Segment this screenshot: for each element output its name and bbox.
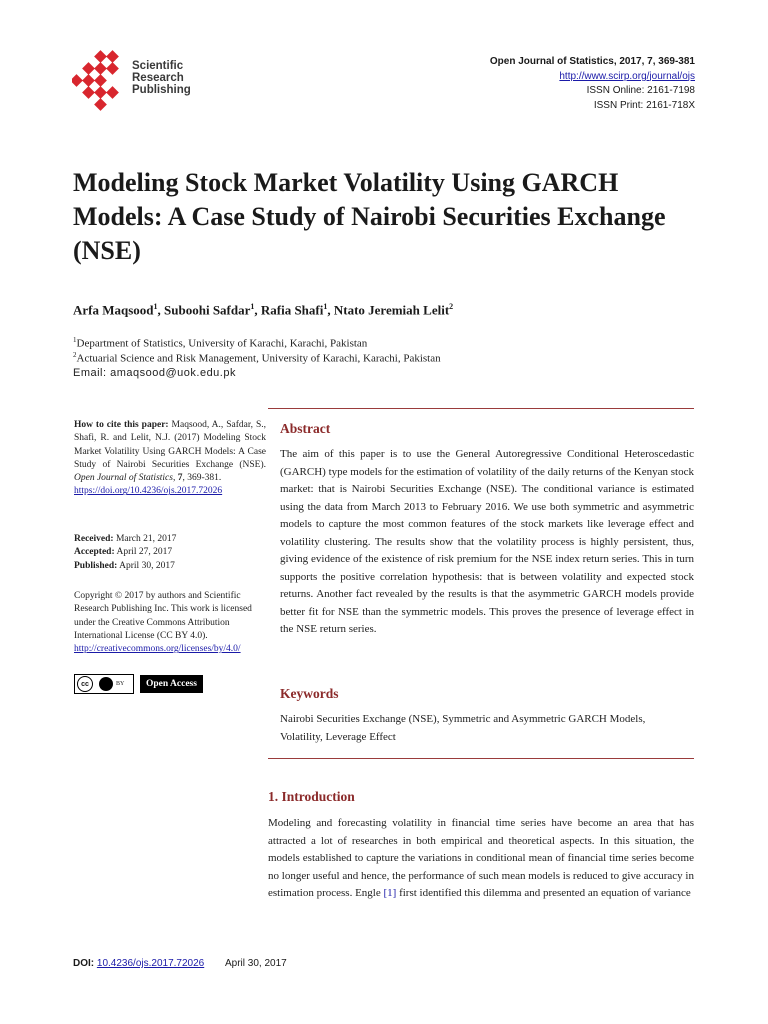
introduction-text <box>268 815 694 903</box>
paper-title: Modeling Stock Market Volatility Using GARCH Models: A Case Study of Nairobi Securities Exchange (NSE) <box>73 168 666 265</box>
publication-dates <box>74 533 266 573</box>
accepted-date: April 27, 2017 <box>114 547 173 558</box>
author-affil-mark: 1 <box>323 302 328 311</box>
cite-text: , 369-381. <box>182 473 222 484</box>
journal-url-link[interactable]: http://www.scirp.org/journal/ojs <box>559 70 695 82</box>
logo-line: Research <box>132 72 184 84</box>
introduction-heading: 1. Introduction <box>268 789 355 804</box>
author-name: Arfa Maqsood <box>73 302 154 318</box>
doi-label: DOI: <box>73 958 95 969</box>
journal-citation: Open Journal of Statistics, 2017, 7, 369-381 <box>489 56 695 67</box>
author-name: Ntato Jeremiah Lelit <box>333 302 450 318</box>
affiliation-text: Department of Statistics, University of Karachi, Karachi, Pakistan <box>76 337 368 350</box>
cite-text: Maqsood, A., Safdar, S., Shafi, R. and Lelit, N.J. (2017) Modeling Stock Market Volatility Using GARCH Models: A Case Study of Nairobi Securities Exchange (NSE). <box>74 420 266 470</box>
by-person-icon <box>99 677 113 691</box>
accepted-label: Accepted: <box>74 547 115 558</box>
reference-link[interactable]: [1] <box>383 887 397 899</box>
author-separator: , <box>157 302 165 318</box>
author-list <box>73 302 453 318</box>
affiliation-text: Actuarial Science and Risk Management, University of Karachi, Karachi, Pakistan <box>76 352 441 365</box>
logo-line: Scientific <box>132 60 184 72</box>
received-date: March 21, 2017 <box>113 534 177 544</box>
section-divider <box>268 758 694 759</box>
affiliation-mark: 2 <box>73 351 77 359</box>
author-name: Rafia Shafi <box>260 302 324 318</box>
page-footer <box>73 958 287 969</box>
affiliation <box>73 348 673 367</box>
license-link[interactable]: http://creativecommons.org/licenses/by/4.0/ <box>74 644 241 655</box>
cite-doi-link[interactable]: https://doi.org/10.4236/ojs.2017.72026 <box>74 486 223 497</box>
author-separator: , <box>327 302 334 318</box>
issn-print: ISSN Print: 2161-718X <box>593 99 695 111</box>
cc-icon: cc <box>77 676 93 692</box>
author-separator: , <box>254 302 261 318</box>
cite-volume: 7 <box>177 473 183 484</box>
publisher-logo-icon <box>72 50 130 114</box>
journal-info <box>490 55 695 113</box>
footer-date: April 30, 2017 <box>225 958 287 969</box>
cc-by-badge[interactable] <box>74 674 134 694</box>
section-divider <box>268 408 694 409</box>
open-access-badge: Open Access <box>140 675 203 693</box>
published-label: Published: <box>74 560 118 571</box>
logo-line: Publishing <box>132 84 191 96</box>
affiliation-mark: 1 <box>73 336 77 344</box>
citation-box <box>74 419 266 499</box>
abstract-heading: Abstract <box>280 421 331 436</box>
published-date: April 30, 2017 <box>117 560 175 571</box>
publisher-logo <box>72 50 202 114</box>
license-box <box>74 590 266 656</box>
author-affil-mark: 2 <box>449 302 454 311</box>
author-email: Email: amaqsood@uok.edu.pk <box>73 367 236 379</box>
cite-label: How to cite this paper: <box>74 420 169 430</box>
received-label: Received: <box>74 534 114 544</box>
logo-text <box>132 60 191 96</box>
keywords-heading: Keywords <box>280 686 339 701</box>
issn-online: ISSN Online: 2161-7198 <box>586 85 695 96</box>
license-badges <box>74 674 203 694</box>
author-name: Suboohi Safdar <box>164 302 251 318</box>
cite-text: , <box>172 473 178 484</box>
intro-paragraph: first identified this dilemma and presented an equation of variance <box>396 887 691 899</box>
cite-journal: Open Journal of Statistics <box>74 473 173 484</box>
intro-paragraph: Modeling and forecasting volatility in financial time series have become an area that has attracted a lot of researches in both empirical and theoretical aspects. In this situation, the models established to capture the variations in conditional mean of financial time series become no longer useful and hence, the performance of such mean models is reduced to give accuracy in estimation process. Engle <box>268 817 694 899</box>
cc-by-label: BY <box>116 681 125 687</box>
author-affil-mark: 1 <box>153 302 158 311</box>
footer-doi-link[interactable]: 10.4236/ojs.2017.72026 <box>96 958 205 969</box>
license-text: Copyright © 2017 by authors and Scientific Research Publishing Inc. This work is licensed under the Creative Commons Attribution International License (CC BY 4.0). <box>74 591 252 641</box>
keywords-text: Nairobi Securities Exchange (NSE), Symmetric and Asymmetric GARCH Models, Volatility, Leverage Effect <box>280 713 646 743</box>
author-affil-mark: 1 <box>250 302 255 311</box>
abstract-text: The aim of this paper is to use the General Autoregressive Conditional Heteroscedastic (GARCH) type models for the estimation of volatility of the daily returns of the Kenyan stock market: that is Nairobi Securities Exchange (NSE). The conditional variance is estimated using the data from March 2013 to February 2016. We use both symmetric and asymmetric models to capture the most common features of the stock markets like leverage effect and volatility clustering. The results show that the volatility process is highly persistent, thus, giving evidence of the existence of risk premium for the NSE index return series. This in turn supports the positive correlation hypothesis: that is between volatility and expected stock returns. Another fact revealed by the results is that the asymmetric GARCH models provide better fit for NSE than the symmetric models. This proves the presence of leverage effect in the NSE return series. <box>280 448 694 635</box>
